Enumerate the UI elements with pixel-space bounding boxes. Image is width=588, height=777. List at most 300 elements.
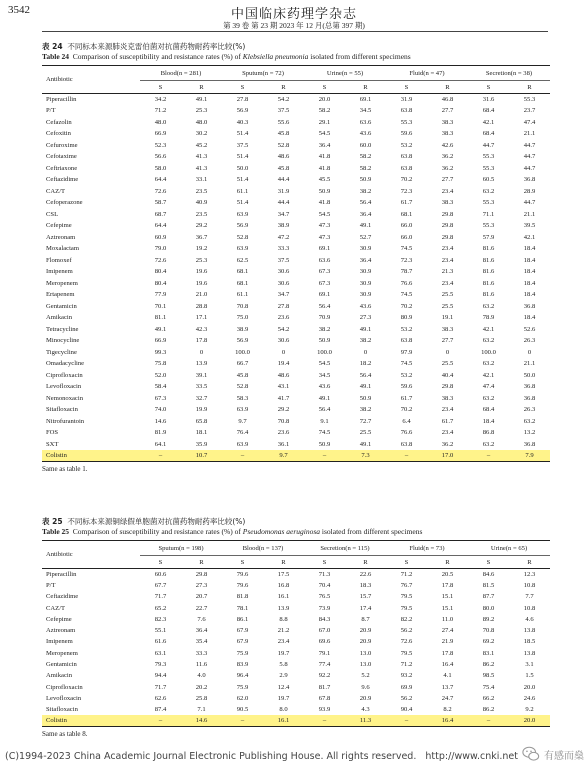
rate-cell: 30.9 [359,279,372,287]
rate-cell: – [468,715,509,726]
rate-cell: 100.0 [481,348,496,356]
rate-cell: 74.5 [400,360,413,368]
rate-cell: 81.8 [236,593,249,601]
cnki-link[interactable]: http://www.cnki.net [425,751,518,762]
rate-cell: 16.1 [263,715,304,726]
rate-cell: 48.0 [195,118,208,126]
rate-cell: 29.8 [441,210,454,218]
table-row [42,704,550,715]
rate-cell: 63.8 [400,164,413,172]
rate-cell: 52.8 [277,141,290,149]
antibiotic-name: Cefoxitin [46,130,71,138]
rate-cell: 0 [281,348,286,356]
rate-cell: 72.7 [359,417,372,425]
rate-cell: 75.4 [482,683,495,691]
antibiotic-name: Gentamicin [46,302,77,310]
rate-cell: 52.8 [236,383,249,391]
issue-line: 第 39 卷 第 23 期 2023 年 12 月(总第 397 期) [223,21,365,30]
rate-cell: 63.2 [482,394,495,402]
rate-cell: 29.2 [195,222,208,230]
rate-cell: 45.5 [318,176,331,184]
rate-cell: 19.2 [195,245,208,253]
rate-cell: 67.9 [236,638,249,646]
rate-cell: 71.2 [400,570,413,578]
rate-cell: 78.9 [482,314,495,322]
table-row [42,151,550,163]
table-row [42,312,550,324]
rate-cell: 50.0 [523,371,536,379]
antibiotic-header: Antibiotic [42,541,140,569]
rate-cell: 63.8 [400,337,413,345]
rate-cell: 36.7 [195,233,208,241]
rate-cell: 60.5 [482,176,495,184]
rate-cell: 56.4 [318,302,331,310]
rate-cell: 25.5 [441,302,454,310]
antibiotic-name: Aztreonam [46,627,76,635]
rate-cell: 68.1 [236,279,249,287]
rate-cell: 17.4 [359,604,372,612]
rate-cell: 79.6 [236,581,249,589]
sub-header: S [222,81,263,94]
rate-cell: 29.2 [277,406,290,414]
antibiotic-name: CSL [46,210,59,218]
rate-cell: 23.4 [441,279,454,287]
rate-cell: 80.9 [400,314,413,322]
rate-cell: 69.6 [318,638,331,646]
table-row [42,602,550,613]
rate-cell: 76.6 [400,279,413,287]
rate-cell: 34.5 [318,371,331,379]
table-25 [42,540,550,727]
rate-cell: 67.0 [318,627,331,635]
rate-cell: 63.2 [482,360,495,368]
rate-cell: 51.4 [236,199,249,207]
rate-cell: 72.6 [154,187,167,195]
antibiotic-name: Cefepime [46,222,72,230]
table-row [42,197,550,209]
rate-cell: 80.0 [482,604,495,612]
watermark [522,745,584,763]
table-row [42,209,550,221]
antibiotic-name: Colistin [42,715,140,726]
rate-cell: 18.4 [523,279,536,287]
rate-cell: 19.1 [441,314,454,322]
rate-cell: 13.8 [523,649,536,657]
sub-header: R [345,556,386,569]
rate-cell: 47.4 [482,383,495,391]
table-row [42,569,550,580]
rate-cell: 47.4 [523,118,536,126]
rate-cell: 47.2 [277,233,290,241]
rate-cell: 42.1 [482,118,495,126]
table-24-caption-en: Table 24 Comparison of susceptibility and resistance rates (%) of Klebsiella pneumonia isolated from different specimens [42,52,411,61]
rate-cell: 41.3 [195,153,208,161]
rate-cell: 23.7 [523,107,536,115]
antibiotic-name: Nemonoxacin [46,394,83,402]
rate-cell: 41.3 [195,164,208,172]
rate-cell: 63.2 [482,187,495,195]
group-header: Secretion(n = 38) [468,66,550,81]
antibiotic-name: Amikacin [46,672,73,680]
rate-cell: 20.2 [195,683,208,691]
table-row [42,105,550,117]
rate-cell: 75.8 [154,360,167,368]
rate-cell: 13.2 [523,429,536,437]
rate-cell: 63.8 [400,440,413,448]
rate-cell: 24.7 [441,694,454,702]
rate-cell: 70.2 [400,176,413,184]
sub-header: S [140,81,181,94]
rate-cell: 79.0 [154,245,167,253]
table-24-species: Klebsiella pneumonia [242,52,309,61]
rate-cell: 41.8 [318,153,331,161]
rate-cell: 71.7 [154,593,167,601]
rate-cell: 76.7 [400,581,413,589]
rate-cell: 0 [363,348,368,356]
rate-cell: 71.2 [400,661,413,669]
rate-cell: 58.2 [359,153,372,161]
rate-cell: 56.2 [400,627,413,635]
rate-cell: 45.8 [236,371,249,379]
rate-cell: 70.9 [318,314,331,322]
rate-cell: 21.9 [441,638,454,646]
rate-cell: 35.4 [195,638,208,646]
rate-cell: 51.4 [236,153,249,161]
rate-cell: 60.0 [359,141,372,149]
rate-cell: 72.3 [400,256,413,264]
rate-cell: 38.2 [359,337,372,345]
antibiotic-name: P/T [46,107,56,115]
rate-cell: 18.1 [195,429,208,437]
rate-cell: 77.9 [154,291,167,299]
rate-cell: 33.3 [277,245,290,253]
rate-cell: 49.1 [318,394,331,402]
rate-cell: 62.0 [236,694,249,702]
antibiotic-name: P/T [46,581,56,589]
rate-cell: 87.7 [482,593,495,601]
rate-cell: 79.5 [400,593,413,601]
antibiotic-name: Meropenem [46,649,78,657]
table-24-note: Same as table 1. [42,465,88,473]
rate-cell: 8.8 [279,615,288,623]
rate-cell: 20.9 [359,638,372,646]
rate-cell: 78.7 [400,268,413,276]
rate-cell: 79.5 [400,649,413,657]
rate-cell: 41.8 [318,164,331,172]
rate-cell: 43.6 [359,302,372,310]
rate-cell: 45.2 [195,141,208,149]
rate-cell: 44.4 [277,199,290,207]
table-row [42,636,550,647]
rate-cell: 81.6 [482,256,495,264]
rate-cell: 27.7 [441,337,454,345]
rate-cell: 18.5 [523,638,536,646]
rate-cell: 56.6 [154,153,167,161]
rate-cell: 7.6 [197,615,206,623]
sub-header: R [263,81,304,94]
antibiotic-name: Gentamicin [46,661,77,669]
rate-cell: 98.5 [482,672,495,680]
table-row [42,324,550,336]
rate-cell: 43.6 [318,383,331,391]
table-row [42,670,550,681]
rate-cell: 69.2 [482,638,495,646]
group-header: Urine(n = 65) [468,541,550,556]
rate-cell: 52.7 [359,233,372,241]
rate-cell: 31.9 [277,187,290,195]
rate-cell: 69.1 [318,245,331,253]
rate-cell: 71.7 [154,683,167,691]
rate-cell: 36.4 [318,141,331,149]
rate-cell: 21.1 [523,130,536,138]
sub-header: R [509,81,550,94]
table-row [42,591,550,602]
rate-cell: 20.9 [359,627,372,635]
rate-cell: 23.4 [441,245,454,253]
rate-cell: 11.3 [345,715,386,726]
rate-cell: 47.3 [318,222,331,230]
rate-cell: 19.6 [195,268,208,276]
rate-cell: 64.1 [154,440,167,448]
rate-cell: 19.6 [195,279,208,287]
rate-cell: 4.6 [525,615,534,623]
rate-cell: 59.6 [400,130,413,138]
table-row [42,174,550,186]
rate-cell: 55.3 [482,222,495,230]
sub-header: S [140,556,181,569]
table-row [42,450,550,462]
rate-cell: 63.2 [482,302,495,310]
sub-header: R [345,81,386,94]
table-24-body [42,94,550,462]
antibiotic-name: Cefoperazone [46,199,83,207]
rate-cell: 81.1 [154,314,167,322]
rate-cell: 36.2 [441,440,454,448]
rate-cell: 15.1 [441,604,454,612]
rate-cell: 68.7 [154,210,167,218]
rate-cell: 44.7 [523,199,536,207]
rate-cell: 54.5 [318,130,331,138]
rate-cell: 38.9 [236,325,249,333]
sub-header: R [427,556,468,569]
rate-cell: 13.9 [195,360,208,368]
rate-cell: 56.9 [236,107,249,115]
rate-cell: 55.3 [482,164,495,172]
rate-cell: 2.9 [279,672,288,680]
rate-cell: 17.8 [195,337,208,345]
rate-cell: 62.5 [236,256,249,264]
rate-cell: 63.9 [236,406,249,414]
antibiotic-name: Sitafloxacin [46,706,78,714]
rate-cell: 48.6 [277,153,290,161]
rate-cell: 72.6 [154,256,167,264]
rate-cell: 55.3 [400,118,413,126]
rate-cell: 38.3 [441,130,454,138]
table-row [42,580,550,591]
rate-cell: 81.5 [482,581,495,589]
rate-cell: 9.1 [320,417,329,425]
table-25-block [42,517,550,738]
rate-cell: 65.8 [195,417,208,425]
rate-cell: 23.4 [277,638,290,646]
rate-cell: 54.5 [318,210,331,218]
rate-cell: 27.8 [277,302,290,310]
rate-cell: 66.0 [400,222,413,230]
antibiotic-name: Meropenem [46,279,78,287]
table-row [42,335,550,347]
rate-cell: 18.2 [359,360,372,368]
rate-cell: 50.9 [359,394,372,402]
rate-cell: 36.8 [523,383,536,391]
rate-cell: – [304,715,345,726]
rate-cell: 13.8 [523,627,536,635]
rate-cell: 38.3 [441,394,454,402]
rate-cell: 79.3 [154,661,167,669]
rate-cell: 55.3 [482,199,495,207]
rate-cell: 81.6 [482,291,495,299]
rate-cell: 22.6 [359,570,372,578]
rate-cell: 29.8 [441,233,454,241]
rate-cell: 27.3 [195,581,208,589]
rate-cell: 30.2 [195,130,208,138]
rate-cell: 56.2 [400,694,413,702]
antibiotic-name: Sitafloxacin [46,406,78,414]
rate-cell: 36.4 [195,627,208,635]
table-24-caption-cn: 表 24 不同标本来源肺炎克雷伯菌对抗菌药物耐药率比较(%) [42,42,246,51]
table-row [42,404,550,416]
table-row [42,232,550,244]
rate-cell: 27.7 [441,107,454,115]
table-row [42,289,550,301]
rate-cell: 63.6 [359,118,372,126]
rate-cell: 45.8 [277,130,290,138]
rate-cell: 42.1 [523,233,536,241]
rate-cell: 90.4 [400,706,413,714]
sub-header: S [304,81,345,94]
rate-cell: 74.5 [318,429,331,437]
rate-cell: 63.2 [482,440,495,448]
rate-cell: 40.9 [195,199,208,207]
rate-cell: 17.0 [427,450,468,462]
rate-cell: 61.7 [441,417,454,425]
rate-cell: 75.9 [236,649,249,657]
rate-cell: 63.8 [400,153,413,161]
rate-cell: 70.2 [400,406,413,414]
sub-header: R [263,556,304,569]
rate-cell: 15.7 [359,593,372,601]
antibiotic-name: Ceftazidime [46,593,79,601]
rate-cell: 63.2 [482,337,495,345]
rate-cell: 28.8 [195,302,208,310]
rate-cell: 11.6 [195,661,208,669]
rate-cell: 12.3 [523,570,536,578]
rate-cell: 74.0 [154,406,167,414]
antibiotic-name: Minocycline [46,337,80,345]
rate-cell: 36.8 [523,176,536,184]
rate-cell: 67.3 [318,279,331,287]
rate-cell: 69.9 [400,683,413,691]
antibiotic-name: Ciprofloxacin [46,371,83,379]
rate-cell: 29.8 [195,570,208,578]
rate-cell: 34.2 [154,96,167,103]
rate-cell: 44.4 [277,176,290,184]
antibiotic-name: Aztreonam [46,233,76,241]
rate-cell: 76.5 [318,593,331,601]
rate-cell: 18.4 [523,245,536,253]
rate-cell: 74.5 [400,291,413,299]
rate-cell: 70.8 [236,302,249,310]
rate-cell: 23.6 [277,314,290,322]
copyright-text: (C)1994-2023 China Academic Journal Electronic Publishing House. All rights reserved. [5,751,417,762]
rate-cell: 19.4 [277,360,290,368]
rate-cell: 81.6 [482,279,495,287]
copyright-footer [5,751,518,762]
rate-cell: 78.1 [236,604,249,612]
table-row [42,301,550,313]
rate-cell: 79.6 [236,570,249,578]
rate-cell: 81.6 [482,245,495,253]
rate-cell: 13.0 [359,661,372,669]
rate-cell: 18.4 [523,314,536,322]
rate-cell: 86.8 [482,429,495,437]
rate-cell: 49.1 [359,325,372,333]
rate-cell: – [386,450,427,462]
rate-cell: 52.3 [154,141,167,149]
rate-cell: 36.2 [441,153,454,161]
group-header: Sputum(n = 198) [140,541,222,556]
rate-cell: 41.7 [277,394,290,402]
rate-cell: 9.7 [238,417,247,425]
antibiotic-name: Amikacin [46,314,73,322]
rate-cell: 81.7 [318,683,331,691]
rate-cell: 38.2 [318,325,331,333]
rate-cell: 89.2 [482,615,495,623]
rate-cell: 18.3 [359,581,372,589]
rate-cell: 13.0 [359,649,372,657]
rate-cell: 61.7 [400,394,413,402]
rate-cell: 20.0 [318,96,331,103]
rate-cell: 17.8 [441,581,454,589]
rate-cell: 3.1 [525,661,534,669]
rate-cell: 77.4 [318,661,331,669]
table-25-caption-cn: 表 25 不同标本来源铜绿假单胞菌对抗菌药物耐药率比较(%) [42,517,246,526]
rate-cell: 36.4 [359,256,372,264]
rate-cell: 69.1 [359,96,372,103]
rate-cell: 10.8 [523,604,536,612]
rate-cell: 70.1 [154,302,167,310]
rate-cell: – [304,450,345,462]
rate-cell: 44.7 [523,164,536,172]
rate-cell: 34.7 [277,210,290,218]
table-row [42,659,550,670]
sub-header: S [222,556,263,569]
rate-cell: 7.9 [509,450,550,462]
rate-cell: – [468,450,509,462]
rate-cell: 38.9 [277,222,290,230]
rate-cell: 68.4 [482,130,495,138]
rate-cell: 58.2 [359,164,372,172]
rate-cell: 83.1 [482,649,495,657]
table-row [42,163,550,175]
antibiotic-name: Ceftazidime [46,176,79,184]
sub-header: S [468,81,509,94]
group-header: Secretion(n = 115) [304,541,386,556]
rate-cell: 50.9 [318,187,331,195]
table-24-header [42,66,550,94]
antibiotic-name: Omadacycline [46,360,85,368]
rate-cell: 67.3 [154,394,167,402]
rate-cell: 82.3 [154,615,167,623]
